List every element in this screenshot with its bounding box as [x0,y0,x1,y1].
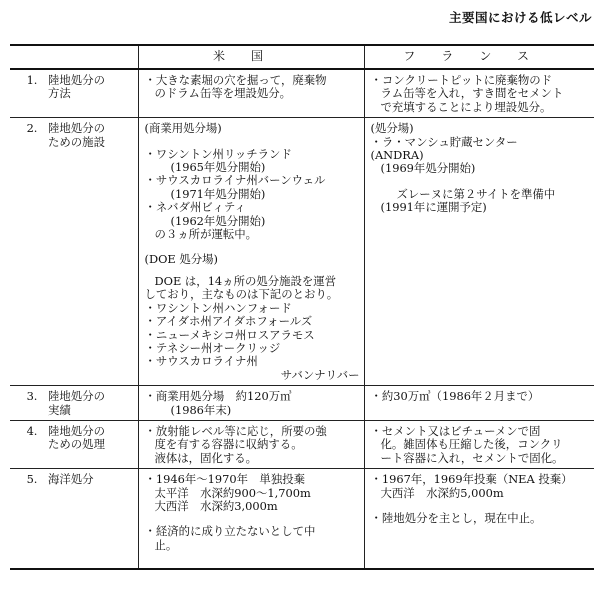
row-number: 5. [26,472,38,487]
list-item: サバンナリバー [280,367,360,382]
row-label-line: 陸地処分の [48,389,105,404]
section-heading: (商業用処分場) [144,121,222,136]
us-cell [138,69,364,118]
row-label-line: 陸地処分の [48,121,105,136]
row-number: 3. [26,389,38,404]
cell-text: ラム缶等を入れ，すき間をセメント [380,86,564,101]
table-row [10,118,594,386]
cell-text: のドラム缶等を埋設処分。 [154,86,292,101]
row-number: 1. [26,73,38,87]
cell-text: ート容器に入れ，セメントで固化。 [380,450,564,465]
list-item: ・アイダホ州アイダホフォールズ [144,314,313,329]
cell-text: (ANDRA) [370,148,424,163]
cell-text: (1969年処分開始) [380,161,476,176]
cell-text: ・放射能レベル等に応じ，所要の強 [144,423,327,438]
cell-text: ズレーヌに第２サイトを準備中 [396,186,556,201]
us-cell [138,420,364,468]
cell-text: ・サウスカロライナ州バーンウェル [144,173,326,188]
row-number: 2. [26,121,38,136]
cell-text: ・陸地処分を主とし，現在中止。 [370,510,542,525]
cell-text: (1991年に運開予定) [380,200,487,215]
cell-text: ・1967年，1969年投棄（NEA 投棄） [370,472,573,487]
row-label-line: 陸地処分の [48,73,105,87]
cell-text: ・1946年～1970年 単独投棄 [144,472,305,487]
cell-text: ・商業用処分場 約120万㎥ [144,389,292,404]
row-label-line: 陸地処分の [48,423,105,438]
cell-text: 化。雑固体も圧縮した後，コンクリ [380,437,563,452]
comparison-table [10,44,594,570]
cell-text: DOE は，14ヵ所の処分施設を運営 [154,273,337,288]
france-cell [364,118,594,386]
cell-text: ・大きな素堀の穴を掘って，廃棄物 [144,73,327,87]
france-cell [364,420,594,468]
row-label-line: ための施設 [48,134,105,149]
cell-text: ・セメント又はビチューメンで固 [370,423,541,438]
cell-text: 度を有する容器に収納する。 [154,437,303,452]
cell-text: 大西洋 水深約5,000m [380,485,504,500]
row-label-line: 実績 [48,402,71,417]
france-cell [364,386,594,421]
table-header-row [10,45,594,69]
row-label-line: 方法 [48,86,71,101]
cell-text: ・経済的に成り立たないとして中 [144,524,316,539]
row-label-line: ための処理 [48,437,105,452]
row-label [10,118,138,386]
table-row [10,386,594,421]
cell-text: ・ワシントン州リッチランド [144,146,292,161]
cell-text: ・ラ・マンシュ貯蔵センター [370,134,518,149]
header-us: 米国 [138,45,364,69]
cell-text: (1965年処分開始) [170,160,266,175]
us-cell [138,118,364,386]
row-label [10,420,138,468]
cell-text: 太平洋 水深約900～1,700m [154,485,311,500]
france-cell [364,469,594,570]
cell-text: で充填することにより埋設処分。 [380,99,552,114]
cell-text: 大西洋 水深約3,000m [154,498,278,513]
row-label [10,469,138,570]
cell-text: ・約30万㎥（1986年２月まで） [370,389,540,404]
section-heading: (DOE 処分場) [144,252,218,267]
section-heading: (処分場) [370,121,414,136]
list-item: ・ワシントン州ハンフォード [144,300,292,315]
list-item: ・ニューメキシコ州ロスアラモス [144,327,315,342]
table-row [10,469,594,570]
cell-text: (1962年処分開始) [170,213,266,228]
cell-text: の３ヵ所が運転中。 [154,227,258,242]
row-label-line: 海洋処分 [48,472,94,487]
us-cell [138,469,364,570]
row-number: 4. [26,423,38,438]
row-label [10,69,138,118]
header-france: フランス [364,45,594,69]
header-empty [10,45,138,69]
list-item: ・サウスカロライナ州 [144,354,258,369]
list-item: ・テネシー州オークリッジ [144,340,281,355]
cell-text: (1986年末) [170,402,232,417]
table-row [10,420,594,468]
table-row [10,69,594,118]
cell-text: 液体は，固化する。 [154,450,258,465]
cell-text: ・コンクリートピットに廃棄物のド [370,73,553,87]
row-label [10,386,138,421]
us-cell [138,386,364,421]
cell-text: しており，主なものは下記のとおり。 [144,287,339,302]
cell-text: (1971年処分開始) [170,186,266,201]
cell-text: ・ネバダ州ビィティ [144,200,246,215]
page-title: 主要国における低レベル [448,10,592,25]
france-cell [364,69,594,118]
cell-text: 止。 [154,537,178,552]
